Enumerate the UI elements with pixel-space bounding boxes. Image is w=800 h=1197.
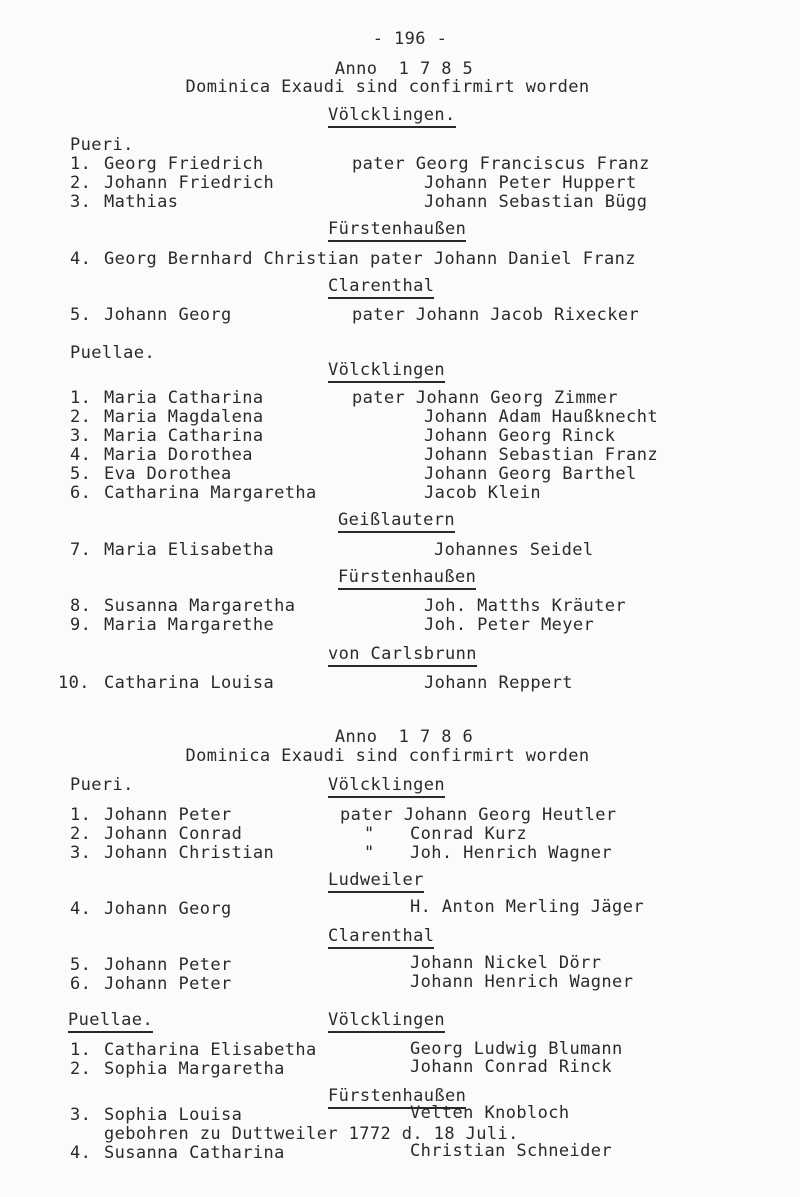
parent-name: Velten Knobloch [410, 1103, 570, 1123]
page-number: - 196 - [372, 29, 448, 49]
entry-number: 5. [70, 305, 92, 325]
parent-name: Johann Sebastian Franz [424, 445, 658, 465]
confirmand-name: Maria Elisabetha [104, 540, 275, 560]
entry-number: 4. [70, 249, 92, 269]
parent-name: Jacob Klein [424, 483, 541, 503]
place-heading-clarenthal: Clarenthal [328, 927, 434, 949]
entry-number: 7. [70, 540, 92, 560]
entry-number: 10. [58, 673, 90, 693]
puellae-label: Puellae. [68, 1011, 153, 1033]
confirmand-name: Maria Catharina [104, 388, 264, 408]
place-heading-clarenthal: Clarenthal [328, 277, 434, 299]
parent-name: Johannes Seidel [434, 540, 594, 560]
entry-number: 1. [70, 805, 92, 825]
confirmand-name: Johann Conrad [104, 824, 243, 844]
confirmand-name: Catharina Louisa [104, 673, 275, 693]
place-heading-voelcklingen: Völcklingen [328, 776, 445, 798]
parent-name: pater Johann Georg Zimmer [352, 388, 618, 408]
entry-number: 2. [70, 824, 92, 844]
confirmand-name: Johann Peter [104, 974, 232, 994]
subtitle-1785: Dominica Exaudi sind confirmirt worden [185, 77, 590, 97]
confirmand-name: Susanna Margaretha [104, 596, 296, 616]
year-heading-1786: Anno 1 7 8 6 [334, 727, 474, 747]
confirmand-name: Johann Georg [104, 305, 232, 325]
parent-name: Johann Peter Huppert [424, 173, 637, 193]
confirmand-name: Catharina Margaretha [104, 483, 317, 503]
parent-name: Johann Sebastian Bügg [424, 192, 648, 212]
confirmand-name: Georg Bernhard Christian [104, 249, 360, 269]
confirmand-name: Catharina Elisabetha [104, 1040, 317, 1060]
parent-name: pater Johann Georg Heutler [340, 805, 617, 825]
parent-name: Johann Adam Haußknecht [424, 407, 658, 427]
confirmand-name: Mathias [104, 192, 179, 212]
parent-name: pater Johann Jacob Rixecker [352, 305, 640, 325]
entry-number: 9. [70, 615, 92, 635]
confirmand-name: Maria Catharina [104, 426, 264, 446]
entry-number: 3. [70, 1105, 92, 1125]
parent-name: H. Anton Merling Jäger [410, 897, 644, 917]
confirmand-name: Johann Peter [104, 805, 232, 825]
place-heading-fuerstenhaussen: Fürstenhaußen [328, 220, 466, 242]
entry-number: 4. [70, 1143, 92, 1163]
entry-number: 2. [70, 1059, 92, 1079]
parent-name: Joh. Peter Meyer [424, 615, 595, 635]
confirmand-name: Georg Friedrich [104, 154, 264, 174]
entry-number: 3. [70, 192, 92, 212]
entry-number: 1. [70, 154, 92, 174]
parent-name: Johann Georg Rinck [424, 426, 616, 446]
confirmand-name: Maria Margarethe [104, 615, 275, 635]
parent-name: Joh. Matths Kräuter [424, 596, 627, 616]
entry-number: 1. [70, 1040, 92, 1060]
parent-name: Johann Nickel Dörr [410, 953, 602, 973]
entry-number: 6. [70, 483, 92, 503]
place-heading-voelcklingen: Völcklingen. [328, 106, 456, 128]
pueri-label: Pueri. [70, 775, 134, 795]
parent-name: pater Johann Daniel Franz [370, 249, 636, 269]
confirmand-name: Johann Christian [104, 843, 275, 863]
entry-number: 1. [70, 388, 92, 408]
parent-name: Conrad Kurz [410, 824, 527, 844]
confirmand-name: Eva Dorothea [104, 464, 232, 484]
parent-name: Johann Conrad Rinck [410, 1057, 613, 1077]
entry-number: 2. [70, 407, 92, 427]
confirmand-name: Johann Friedrich [104, 173, 275, 193]
entry-number: 5. [70, 464, 92, 484]
place-heading-voelcklingen: Völcklingen [328, 1011, 445, 1033]
place-heading-fuerstenhaussen: Fürstenhaußen [338, 568, 476, 590]
entry-number: 2. [70, 173, 92, 193]
ditto-mark: " [364, 843, 375, 863]
parent-name: Johann Georg Barthel [424, 464, 637, 484]
ditto-mark: " [364, 824, 375, 844]
parent-name: Georg Ludwig Blumann [410, 1039, 623, 1059]
parent-name: Joh. Henrich Wagner [410, 843, 613, 863]
parent-name: pater Georg Franciscus Franz [352, 154, 650, 174]
confirmand-name: Johann Peter [104, 955, 232, 975]
pueri-label: Pueri. [70, 135, 134, 155]
confirmand-name: Maria Dorothea [104, 445, 253, 465]
confirmand-name: Sophia Margaretha [104, 1059, 285, 1079]
entry-number: 5. [70, 955, 92, 975]
parent-name: Johann Henrich Wagner [410, 972, 634, 992]
confirmand-name: Susanna Catharina [104, 1143, 285, 1163]
place-heading-geisslautern: Geißlautern [338, 511, 455, 533]
subtitle-1786: Dominica Exaudi sind confirmirt worden [185, 746, 590, 766]
year-heading-1785: Anno 1 7 8 5 [334, 59, 474, 79]
puellae-label: Puellae. [70, 343, 156, 363]
confirmand-name: Maria Magdalena [104, 407, 264, 427]
parent-name: Christian Schneider [410, 1141, 613, 1161]
entry-number: 3. [70, 426, 92, 446]
place-heading-carlsbrunn: von Carlsbrunn [328, 645, 477, 667]
entry-number: 8. [70, 596, 92, 616]
confirmand-name: Johann Georg [104, 899, 232, 919]
entry-number: 4. [70, 445, 92, 465]
confirmand-name: Sophia Louisa [104, 1105, 243, 1125]
entry-number: 3. [70, 843, 92, 863]
entry-number: 4. [70, 899, 92, 919]
place-heading-voelcklingen: Völcklingen [328, 361, 445, 383]
birth-note: gebohren zu Duttweiler 1772 d. 18 Juli. [104, 1124, 519, 1144]
place-heading-fuerstenhaussen: Fürstenhaußen [328, 1087, 466, 1109]
parent-name: Johann Reppert [424, 673, 573, 693]
entry-number: 6. [70, 974, 92, 994]
place-heading-ludweiler: Ludweiler [328, 871, 424, 893]
